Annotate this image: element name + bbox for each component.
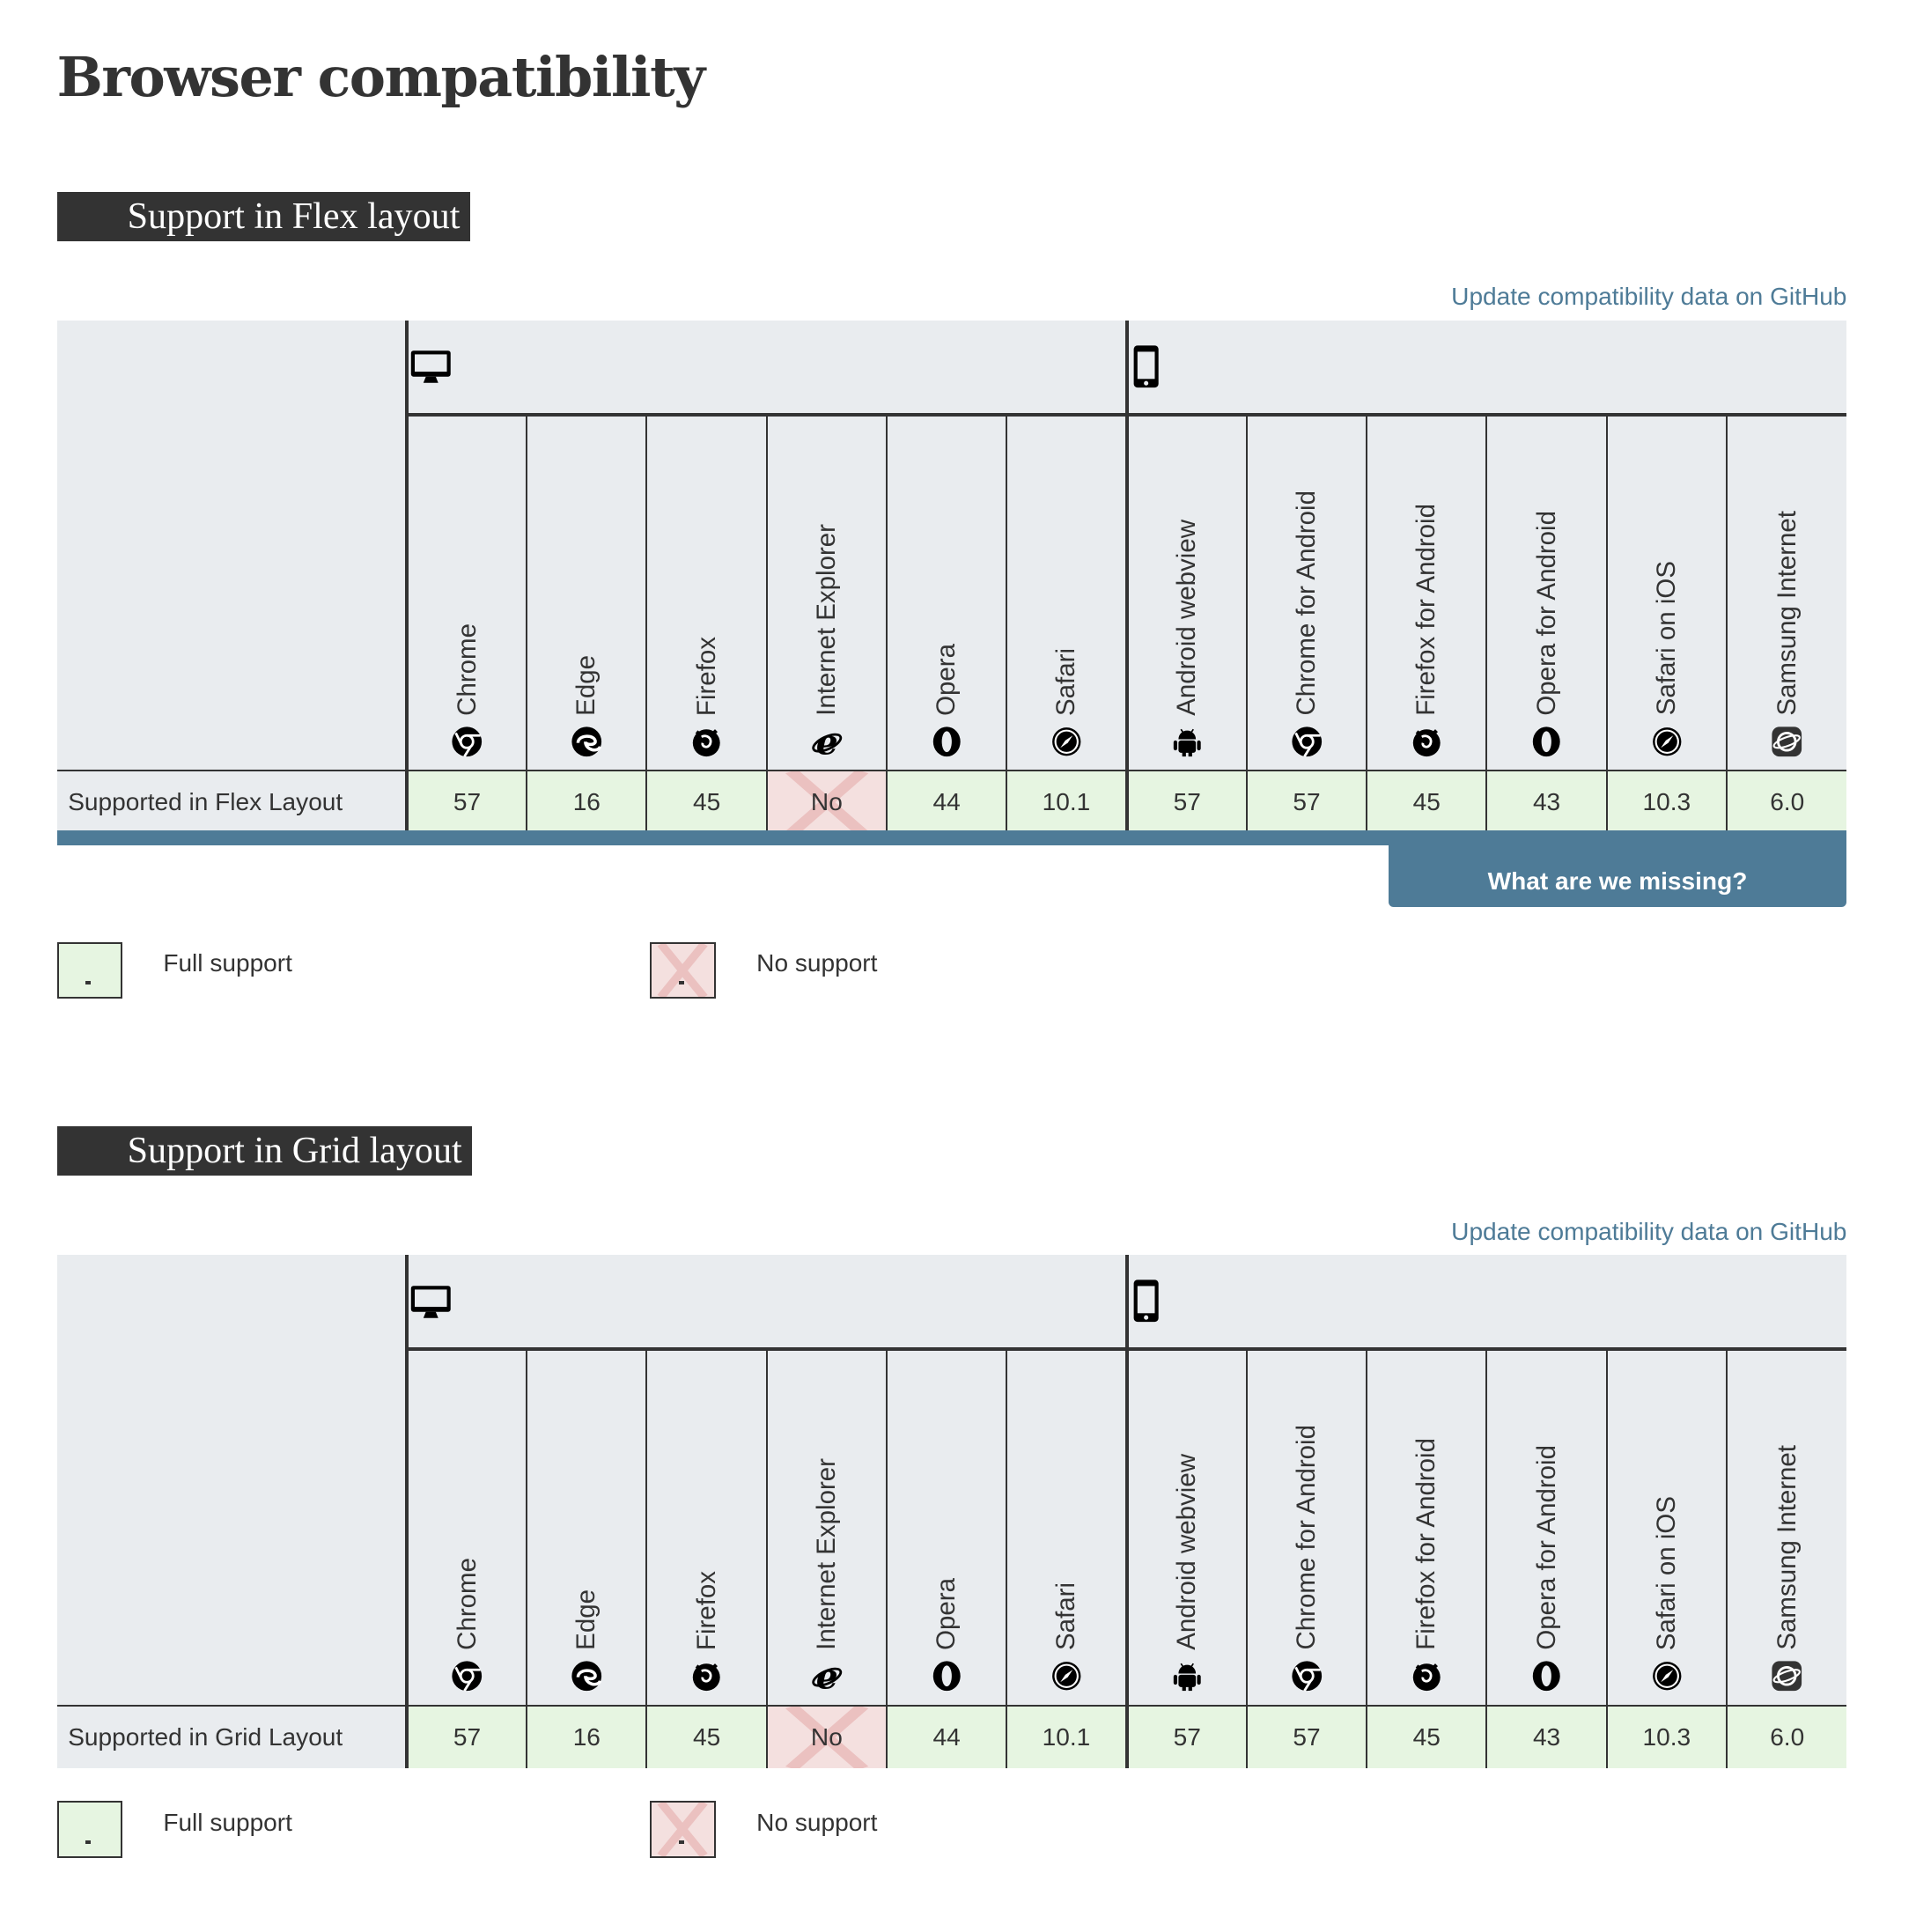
corner-cell <box>57 415 407 771</box>
support-cell-samsung-internet[interactable] <box>1727 1706 1846 1768</box>
browser-header-android-webview <box>1127 415 1247 771</box>
browser-header-safari-on-ios <box>1607 1349 1727 1706</box>
support-version: 45 <box>1412 788 1441 816</box>
page-title: Browser compatibility <box>56 44 704 109</box>
section-heading: Support in Flex layout <box>57 192 470 241</box>
support-cell-chrome[interactable] <box>407 771 527 833</box>
table-row <box>57 1706 1847 1768</box>
desktop-icon <box>409 1282 453 1321</box>
opera-icon <box>1530 726 1563 758</box>
support-version: 44 <box>932 1722 961 1751</box>
browser-name: Safari <box>1050 1582 1080 1650</box>
browser-name: Samsung Internet <box>1772 1445 1802 1650</box>
support-version: 45 <box>1412 1722 1441 1751</box>
browser-name: Safari on iOS <box>1651 561 1681 716</box>
browser-name: Firefox <box>691 636 721 716</box>
browser-header-internet-explorer <box>767 415 887 771</box>
browser-header-firefox-for-android <box>1367 415 1486 771</box>
corner-cell <box>57 321 407 415</box>
firefox-icon <box>1411 726 1443 758</box>
browser-name: Internet Explorer <box>811 523 841 716</box>
browser-header-edge <box>527 1349 646 1706</box>
corner-cell <box>57 1255 407 1349</box>
support-cell-firefox-for-android[interactable] <box>1367 771 1486 833</box>
support-version: 10.3 <box>1642 788 1691 816</box>
support-cell-firefox-for-android[interactable] <box>1367 1706 1486 1768</box>
edge-icon <box>571 1660 603 1692</box>
support-version: 57 <box>453 1722 482 1751</box>
browser-name: Safari on iOS <box>1651 1495 1681 1650</box>
browser-name: Opera for Android <box>1531 511 1561 716</box>
legend-no-support: No support <box>756 1808 878 1836</box>
browser-header-opera <box>887 1349 1006 1706</box>
no-support-swatch <box>650 1801 715 1857</box>
support-cell-safari-on-ios[interactable] <box>1607 1706 1727 1768</box>
browser-header-firefox <box>646 415 766 771</box>
support-cell-safari-on-ios[interactable] <box>1607 771 1727 833</box>
support-cell-firefox[interactable] <box>646 771 766 833</box>
browser-header-safari <box>1006 415 1126 771</box>
compat-table <box>57 321 1847 834</box>
support-cell-chrome-for-android[interactable] <box>1247 1706 1367 1768</box>
opera-icon <box>1530 1660 1563 1692</box>
support-version: 16 <box>572 1722 601 1751</box>
no-support-cross-icon <box>652 944 713 997</box>
support-cell-android-webview[interactable] <box>1127 1706 1247 1768</box>
support-version: 57 <box>1173 788 1201 816</box>
support-cell-safari[interactable] <box>1006 771 1126 833</box>
support-version: 43 <box>1532 788 1561 816</box>
support-cell-edge[interactable] <box>527 1706 646 1768</box>
browser-header-samsung-internet <box>1727 1349 1846 1706</box>
browser-header-firefox <box>646 1349 766 1706</box>
support-version: 45 <box>692 1722 721 1751</box>
table-footer-bar <box>57 830 1847 845</box>
support-version: 10.3 <box>1642 1722 1691 1751</box>
support-version: 45 <box>692 788 721 816</box>
android-icon <box>1171 726 1204 758</box>
safari-icon <box>1050 726 1083 758</box>
section-heading: Support in Grid layout <box>57 1126 472 1176</box>
browser-name: Chrome <box>452 1558 482 1650</box>
ie-icon <box>811 726 844 758</box>
browser-name: Safari <box>1050 647 1080 716</box>
legend-full-support: Full support <box>163 1808 292 1836</box>
browser-header-chrome <box>407 1349 527 1706</box>
support-version: 57 <box>1293 788 1321 816</box>
support-version: No <box>810 788 843 816</box>
browser-name: Opera <box>932 643 962 716</box>
browser-name: Chrome for Android <box>1291 490 1321 716</box>
no-support-swatch <box>650 942 715 999</box>
platform-desktop <box>407 1255 1127 1349</box>
legend-no-support: No support <box>756 949 878 977</box>
flex-section <box>57 192 1847 977</box>
browser-header-opera-for-android <box>1486 1349 1606 1706</box>
chrome-icon <box>451 1660 483 1692</box>
browser-name: Edge <box>571 654 601 716</box>
full-support-swatch <box>57 942 122 999</box>
firefox-icon <box>1411 1660 1443 1692</box>
browser-header-safari-on-ios <box>1607 415 1727 771</box>
support-cell-opera-for-android[interactable] <box>1486 1706 1606 1768</box>
platform-mobile <box>1127 1255 1847 1349</box>
support-version: No <box>810 1722 843 1751</box>
legend-full-support: Full support <box>163 949 292 977</box>
support-version: 6.0 <box>1770 1722 1805 1751</box>
browser-name: Firefox for Android <box>1411 503 1441 716</box>
browser-header-opera-for-android <box>1486 415 1606 771</box>
feature-label: Supported in Grid Layout <box>57 1706 407 1768</box>
chrome-icon <box>1291 1660 1323 1692</box>
what-are-we-missing-button[interactable]: What are we missing? <box>1389 845 1847 907</box>
browser-header-edge <box>527 415 646 771</box>
feature-label: Supported in Flex Layout <box>57 771 407 833</box>
legend <box>57 1801 1847 1858</box>
support-cell-samsung-internet[interactable] <box>1727 771 1846 833</box>
support-cell-chrome-for-android[interactable] <box>1247 771 1367 833</box>
browser-name: Samsung Internet <box>1772 511 1802 716</box>
support-cell-safari[interactable] <box>1006 1706 1126 1768</box>
support-cell-opera-for-android[interactable] <box>1486 771 1606 833</box>
support-cell-android-webview[interactable] <box>1127 771 1247 833</box>
browser-header-firefox-for-android <box>1367 1349 1486 1706</box>
support-version: 6.0 <box>1770 788 1805 816</box>
mobile-icon <box>1129 1279 1163 1324</box>
browser-header-safari <box>1006 1349 1126 1706</box>
support-cell-internet-explorer[interactable] <box>767 771 887 833</box>
legend <box>57 942 1847 999</box>
safari-icon <box>1651 726 1684 758</box>
samsung-icon <box>1771 1660 1803 1692</box>
browser-name: Opera for Android <box>1531 1445 1561 1650</box>
firefox-icon <box>690 726 723 758</box>
samsung-icon <box>1771 726 1803 758</box>
browser-header-internet-explorer <box>767 1349 887 1706</box>
support-cell-opera[interactable] <box>887 1706 1006 1768</box>
edge-icon <box>571 726 603 758</box>
platform-desktop <box>407 321 1127 415</box>
platform-mobile <box>1127 321 1847 415</box>
opera-icon <box>931 1660 963 1692</box>
browser-name: Firefox <box>691 1570 721 1650</box>
firefox-icon <box>690 1660 723 1692</box>
grid-section <box>57 1126 1847 1836</box>
support-cell-chrome[interactable] <box>407 1706 527 1768</box>
opera-icon <box>931 726 963 758</box>
browser-name: Firefox for Android <box>1411 1438 1441 1650</box>
support-version: 43 <box>1532 1722 1561 1751</box>
no-support-cross-icon <box>652 1803 713 1855</box>
support-cell-internet-explorer[interactable] <box>767 1706 887 1768</box>
compat-table <box>57 1255 1847 1768</box>
safari-icon <box>1651 1660 1684 1692</box>
browser-header-opera <box>887 415 1006 771</box>
corner-cell <box>57 1349 407 1706</box>
browser-header-android-webview <box>1127 1349 1247 1706</box>
browser-header-chrome <box>407 415 527 771</box>
browser-header-chrome-for-android <box>1247 415 1367 771</box>
support-version: 57 <box>453 788 482 816</box>
browser-name: Android webview <box>1172 519 1202 716</box>
browser-header-samsung-internet <box>1727 415 1846 771</box>
browser-name: Android webview <box>1172 1454 1202 1650</box>
support-version: 10.1 <box>1042 1722 1091 1751</box>
browser-name: Opera <box>932 1578 962 1650</box>
support-version: 10.1 <box>1042 788 1091 816</box>
safari-icon <box>1050 1660 1083 1692</box>
chrome-icon <box>451 726 483 758</box>
browser-name: Internet Explorer <box>811 1458 841 1650</box>
chrome-icon <box>1291 726 1323 758</box>
support-version: 16 <box>572 788 601 816</box>
update-github-link[interactable]: Update compatibility data on GitHub <box>1451 1217 1847 1245</box>
support-cell-firefox[interactable] <box>646 1706 766 1768</box>
support-version: 57 <box>1293 1722 1321 1751</box>
browser-name: Edge <box>571 1589 601 1650</box>
svg-text:e: e <box>815 725 838 758</box>
support-cell-opera[interactable] <box>887 771 1006 833</box>
browser-header-chrome-for-android <box>1247 1349 1367 1706</box>
support-cell-edge[interactable] <box>527 771 646 833</box>
android-icon <box>1171 1660 1204 1692</box>
support-version: 57 <box>1173 1722 1201 1751</box>
mobile-icon <box>1129 344 1163 389</box>
full-support-swatch <box>57 1801 122 1857</box>
browser-name: Chrome <box>452 623 482 716</box>
support-version: 44 <box>932 788 961 816</box>
ie-icon <box>811 1660 844 1692</box>
table-row <box>57 771 1847 833</box>
desktop-icon <box>409 347 453 386</box>
browser-name: Chrome for Android <box>1291 1425 1321 1650</box>
svg-text:e: e <box>815 1660 838 1692</box>
update-github-link[interactable]: Update compatibility data on GitHub <box>1451 283 1847 311</box>
